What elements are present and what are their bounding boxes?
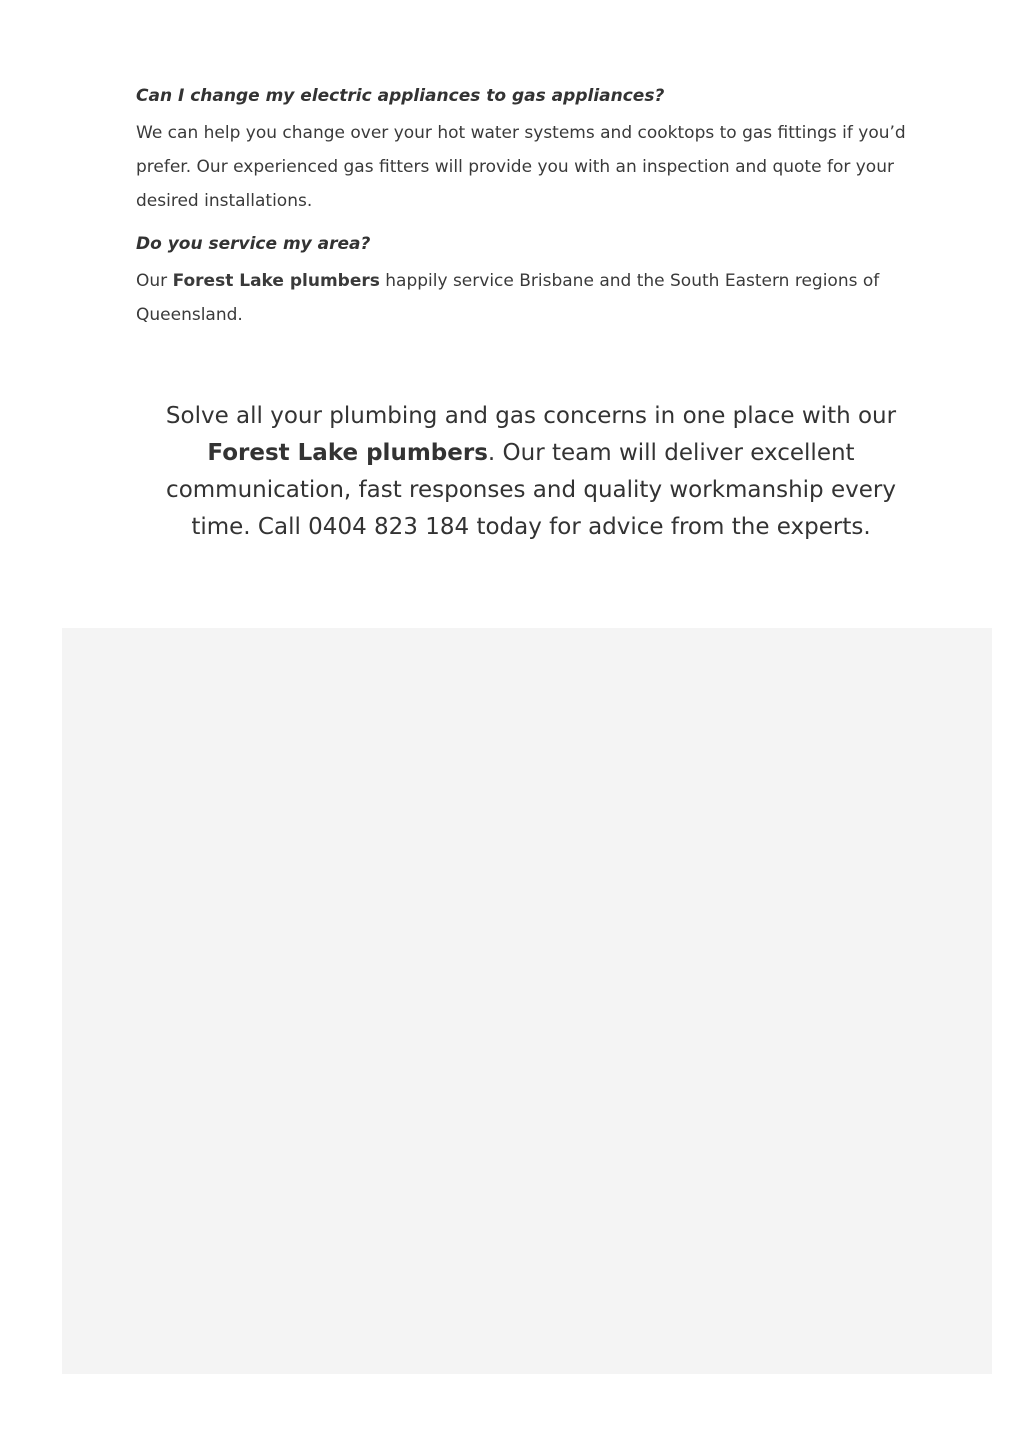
cta-prefix: Solve all your plumbing and gas concerns in one place with our bbox=[165, 403, 897, 429]
faq-answer-prefix: Our bbox=[136, 271, 173, 291]
faq-section bbox=[136, 82, 936, 344]
faq-question: Can I change my electric appliances to gas appliances? bbox=[136, 86, 665, 106]
faq-item bbox=[136, 230, 936, 332]
image-placeholder-panel bbox=[62, 628, 992, 1374]
faq-answer-suffix: happily service Brisbane and the South Eastern regions of Queensland. bbox=[136, 271, 880, 325]
faq-answer: We can help you change over your hot water systems and cooktops to gas fittings if you’d prefer. Our experienced gas fitters will provide you with an inspection and quote for your desired installations. bbox=[136, 123, 906, 211]
faq-item bbox=[136, 82, 936, 218]
faq-answer-highlight: Forest Lake plumbers bbox=[172, 271, 380, 291]
cta-suffix: . Our team will deliver excellent communication, fast responses and quality workmanship every time. Call 0404 823 184 today for advice from the experts. bbox=[166, 440, 896, 540]
call-to-action-text bbox=[136, 398, 926, 546]
faq-question: Do you service my area? bbox=[136, 234, 371, 254]
faq-answer bbox=[136, 264, 936, 332]
cta-highlight: Forest Lake plumbers bbox=[207, 440, 488, 466]
